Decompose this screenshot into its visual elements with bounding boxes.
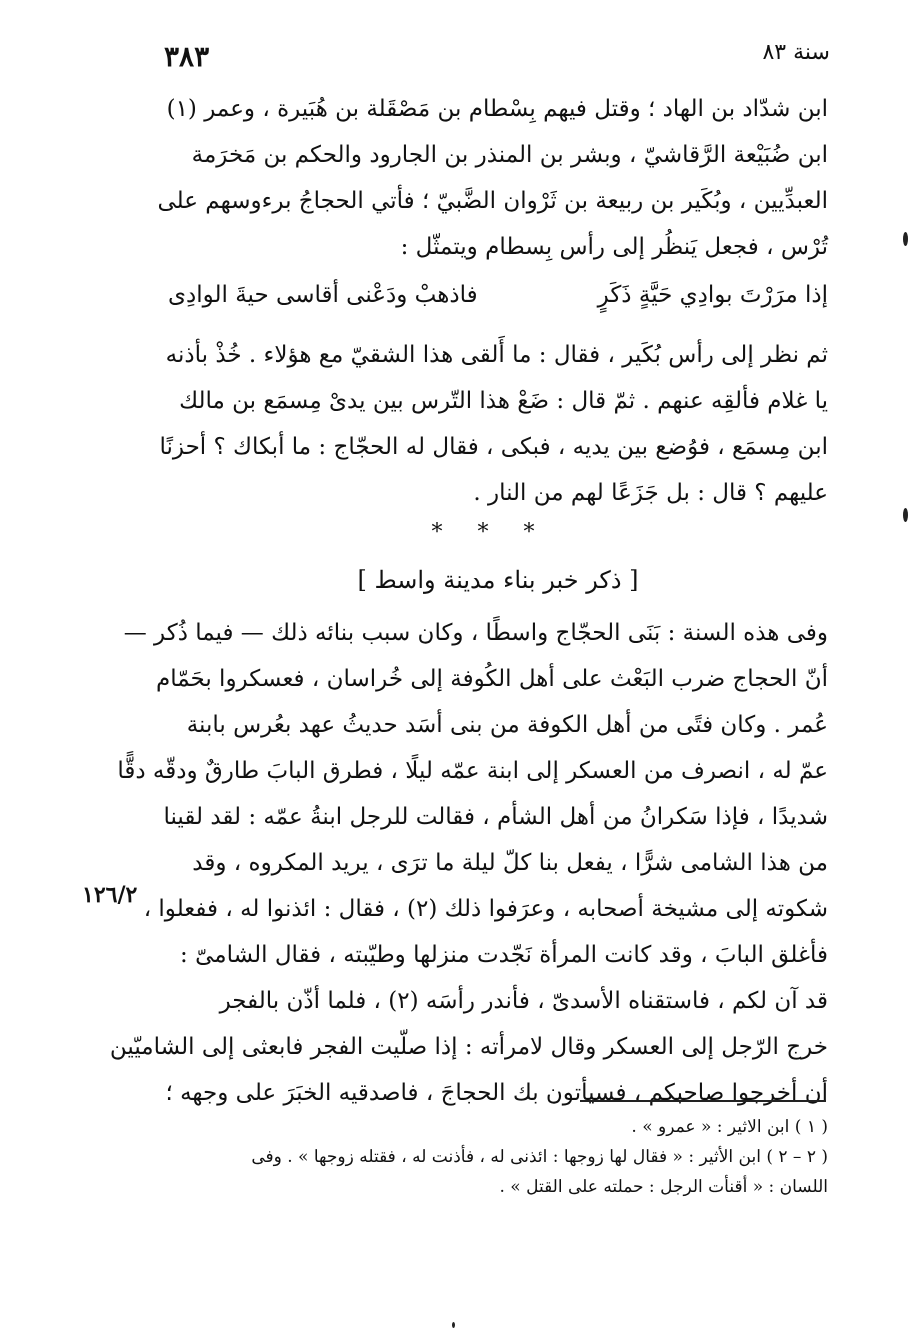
text-line: أنّ الحجاج ضرب البَعْث على أهل الكُوفة إلى خُراسان ، فعسكروا بحَمّام: [155, 666, 828, 692]
text-line: عُمر . وكان فتًى من أهل الكوفة من بنى أسَد حديثُ عهد بعُرس بابنة: [186, 712, 828, 738]
text-line: يا غلام فألقِه عنهم . ثمّ قال : ضَعْ هذا التّرس بين يدىْ مِسمَع بن مالك: [179, 388, 828, 414]
verse-first-hemistich: إذا مرَرْتَ بوادِي حَيَّةٍ ذَكَرٍ: [597, 282, 828, 308]
text-line: شديدًا ، فإذا سَكرانُ من أهل الشأم ، فقالت للرجل ابنةُ عمّه : لقد لقينا: [163, 804, 828, 830]
text-line: من هذا الشامى شرًّا ، يفعل بنا كلّ ليلة ما ترَى ، يريد المكروه ، وقد: [192, 850, 828, 876]
page-number: ٣٨٣: [164, 40, 210, 73]
text-line: وفى هذه السنة : بَنَى الحجّاج واسطًا ، وكان سبب بنائه ذلك — فيما ذُكر —: [123, 620, 828, 646]
footnote: ( ٢ – ٢ ) ابن الأثير : « فقال لها زوجها : ائذنى له ، فأذنت له ، فقتله زوجها » . وفى: [251, 1147, 828, 1167]
footnote: ( ١ ) ابن الاثير : « عمرو » .: [631, 1117, 828, 1137]
text-line: ابن شدّاد بن الهاد ؛ وقتل فيهم بِسْطام بن مَصْقَلة بن هُبَيرة ، وعمر (١): [166, 96, 828, 122]
running-head: سنة ٨٣: [762, 40, 830, 65]
text-line: أن أخرجوا صاحبكم ، فسيأتون بك الحجاجَ ، فاصدقيه الخبَرَ على وجهه ؛: [165, 1080, 828, 1106]
scan-speck: [903, 508, 908, 522]
text-line: عليهم ؟ قال : بل جَزَعًا لهم من النار .: [473, 480, 828, 506]
section-heading: [ ذكر خبر بناء مدينة واسط ]: [357, 566, 639, 594]
paragraph-opening: [157, 86, 828, 270]
scan-speck: [452, 1322, 455, 1328]
text-line: قد آن لكم ، فاستقناه الأسدىّ ، فأندر رأسَه (٢) ، فلما أذّن بالفجر: [219, 988, 828, 1014]
text-line: ابن مِسمَع ، فوُضع بين يديه ، فبكى ، فقال له الحجّاج : ما أبكاك ؟ أحزنًا: [159, 434, 828, 460]
text-line: شكوته إلى مشيخة أصحابه ، وعرَفوا ذلك (٢) ، فقال : ائذنوا له ، ففعلوا ،: [143, 896, 828, 922]
text-line: العبدِّيين ، وبُكَير بن ربيعة بن ثَرْوان الضَّبيّ ؛ فأتي الحجاجُ برءوسهم على: [157, 188, 828, 214]
text-line: ثم نظر إلى رأس بُكَير ، فقال : ما أَلقى هذا الشقيّ مع هؤلاء . خُذْ بأذنه: [165, 342, 828, 368]
text-line: فأغلق البابَ ، وقد كانت المرأة نَجّدت منزلها وطيّبته ، فقال الشامىّ :: [180, 942, 828, 968]
poetry-verse: [168, 272, 828, 318]
text-line: عمّ له ، انصرف من العسكر إلى ابنة عمّه ليلًا ، فطرق البابَ طارقٌ ودقّه دقًّا: [117, 758, 828, 784]
footnote-divider: [580, 1100, 826, 1102]
text-line: خرج الرّجل إلى العسكر وقال لامرأته : إذا صلّيت الفجر فابعثى إلى الشاميّين: [109, 1034, 828, 1060]
footnotes: [168, 1112, 828, 1202]
text-line: ابن ضُبَيْعة الرَّقاشيّ ، وبشر بن المنذر بن الجارود والحكم بن مَخرَمة: [191, 142, 828, 168]
margin-reference: ١٢٦/٢: [82, 882, 138, 908]
verse-second-hemistich: فاذهبْ ودَعْنى أقاسى حيةَ الوادِى: [168, 282, 478, 308]
page-header: [150, 30, 830, 80]
paragraph-after-verse: [159, 332, 828, 516]
footnote: اللسان : « أقنأت الرجل : حملته على القتل » .: [499, 1177, 828, 1197]
text-line: تُرْس ، فجعل يَنظُر إلى رأس بِسطام ويتمثّل :: [400, 234, 828, 260]
section-separator-asterism: * * *: [431, 520, 549, 545]
scan-speck: [903, 232, 908, 246]
